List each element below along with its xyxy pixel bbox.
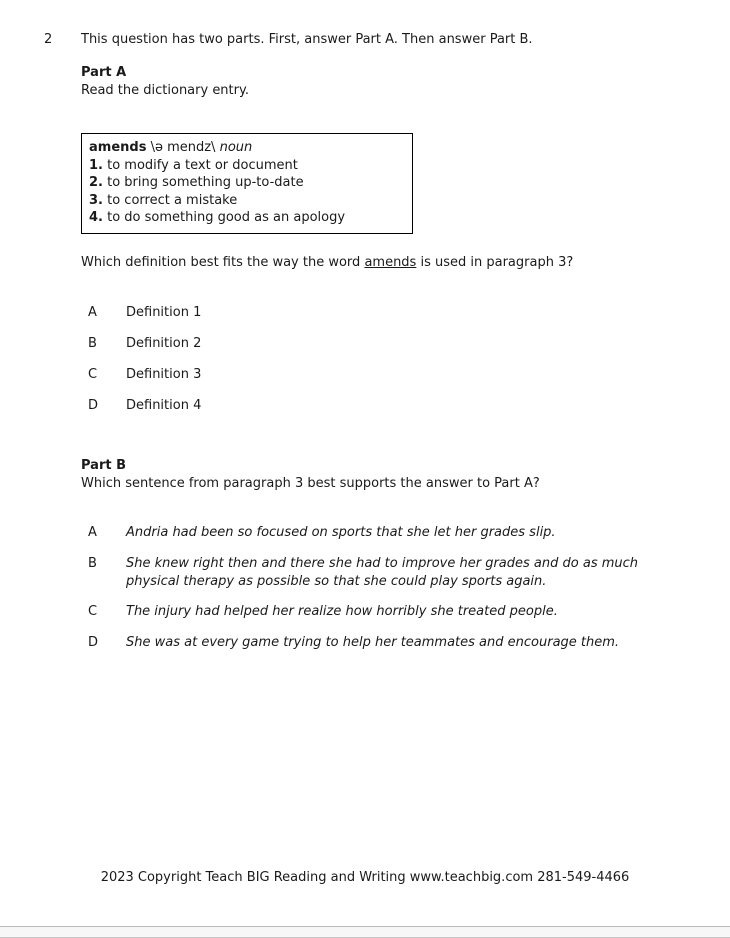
choice-letter: A	[88, 525, 97, 540]
choice-letter: A	[88, 305, 97, 320]
underlined-word: amends	[364, 255, 417, 270]
definition-text: to bring something up-to-date	[107, 175, 304, 191]
page-break-gap	[0, 926, 730, 938]
part-a-heading: Part A	[81, 65, 127, 80]
dictionary-definition	[89, 209, 404, 227]
choice-text: Definition 4	[126, 398, 202, 413]
question-text-before: Which definition best fits the way the word	[81, 255, 365, 270]
part-a-choice-a	[88, 304, 202, 322]
part-b-choice-b	[88, 555, 639, 589]
part-a-instruction: Read the dictionary entry.	[81, 83, 249, 98]
choice-text: She knew right then and there she had to improve her grades and do as much physical therapy as possible so that she could play sports again.	[126, 556, 639, 589]
part-a-choice-c	[88, 366, 202, 384]
part-b-choice-c	[88, 603, 558, 621]
definition-number: 3.	[89, 192, 103, 208]
definition-number: 2.	[89, 175, 103, 191]
part-b-choice-d	[88, 634, 620, 652]
question-number: 2	[44, 32, 53, 47]
choice-letter: B	[88, 556, 97, 571]
definition-text: to modify a text or document	[107, 157, 298, 173]
choice-letter: B	[88, 336, 97, 351]
choice-letter: D	[88, 635, 99, 650]
choice-text: Definition 1	[126, 305, 202, 320]
dictionary-part-of-speech: noun	[219, 140, 253, 155]
dictionary-headword: amends	[89, 140, 147, 155]
choice-letter: C	[88, 367, 98, 382]
definition-number: 1.	[89, 157, 103, 173]
part-a-choice-d	[88, 397, 202, 415]
dictionary-headword-line	[89, 139, 404, 157]
choice-text: The injury had helped her realize how horribly she treated people.	[126, 604, 558, 619]
part-b-heading: Part B	[81, 458, 127, 473]
dictionary-entry-box	[81, 133, 413, 234]
question-text-after: is used in paragraph 3?	[416, 255, 574, 270]
definition-number: 4.	[89, 210, 103, 226]
part-b-question: Which sentence from paragraph 3 best supports the answer to Part A?	[81, 476, 540, 491]
choice-text: Definition 2	[126, 336, 202, 351]
choice-text: Andria had been so focused on sports that she let her grades slip.	[126, 525, 556, 540]
choice-text: She was at every game trying to help her teammates and encourage them.	[126, 635, 620, 650]
question-stem: This question has two parts. First, answer Part A. Then answer Part B.	[81, 32, 533, 47]
dictionary-pronunciation: \ə mendz\	[146, 140, 220, 155]
choice-letter: C	[88, 604, 98, 619]
choice-text: Definition 3	[126, 367, 202, 382]
dictionary-definition	[89, 192, 404, 210]
page-footer: 2023 Copyright Teach BIG Reading and Writing www.teachbig.com 281-549-4466	[100, 870, 630, 885]
choice-letter: D	[88, 398, 99, 413]
part-a-choice-b	[88, 335, 202, 353]
definition-text: to do something good as an apology	[107, 210, 346, 226]
part-a-question	[81, 254, 573, 272]
part-b-choice-a	[88, 524, 556, 542]
dictionary-definition	[89, 157, 404, 175]
dictionary-definition	[89, 174, 404, 192]
definition-text: to correct a mistake	[107, 192, 238, 208]
